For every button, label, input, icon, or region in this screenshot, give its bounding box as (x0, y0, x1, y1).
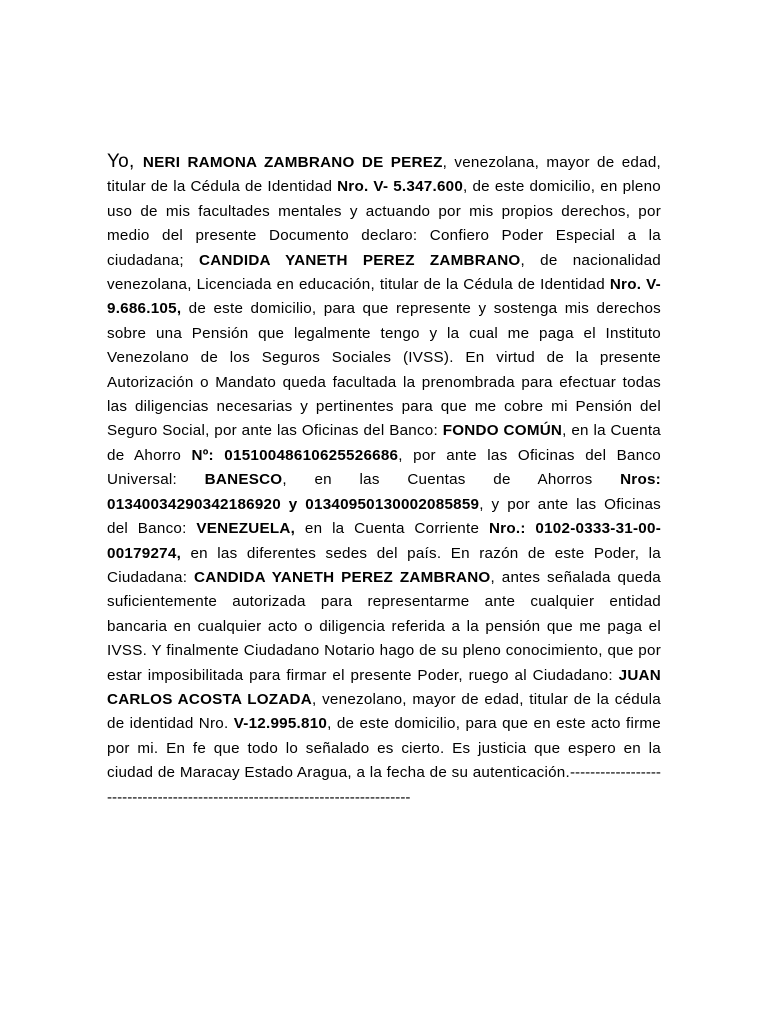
bold-text-segment: V-12.995.810 (233, 715, 328, 733)
bold-text-segment: Nro. V- 5.347.600 (337, 178, 464, 196)
bold-text-segment: CANDIDA YANETH PEREZ ZAMBRANO (194, 568, 491, 586)
bold-text-segment: Nro. V-9.686.105, (107, 276, 661, 318)
bold-text-segment: Nº: 01510048610625526686 (191, 446, 399, 464)
text-segment: , y por ante las Oficinas del Banco: (107, 495, 662, 538)
text-segment: , en las Cuentas de Ahorros (282, 471, 621, 489)
text-segment: de este domicilio, para que represente y sostenga mis derechos sobre una Pensión que legalmente tengo y la cual me paga el Instituto Venezolano de los Seguros Sociales (IVSS). En virtud de la presente Autorización o Mandato queda facultada la prenombrada para efectuar todas las diligencias necesarias y pertinentes para que me cobre mi Pensión del Seguro Social, por ante las Oficinas del Banco: (107, 300, 661, 440)
bold-text-segment: Nros: 01340034290342186920 y 01340950130002085859 (107, 471, 661, 513)
bold-text-segment: VENEZUELA, (196, 520, 296, 538)
text-segment: Yo, (107, 151, 143, 172)
text-segment: , venezolano, mayor de edad, titular de la cédula de identidad Nro. (107, 690, 661, 733)
text-segment: , antes señalada queda suficientemente autorizada para representarme ante cualquier entidad bancaria en cualquier acto o diligencia referida a la pensión que me paga el IVSS. Y finalmente Ciudadano Notario hago de su pleno conocimiento, que por estar imposibilitada para firmar el presente Poder, ruego al Ciudadano: (107, 568, 661, 684)
text-segment: , en la Cuenta de Ahorro (107, 422, 661, 464)
bold-text-segment: NERI RAMONA ZAMBRANO DE PEREZ (142, 154, 443, 171)
text-segment: , de nacionalidad venezolana, Licenciada en educación, titular de la Cédula de Identidad (107, 251, 661, 294)
bold-text-segment: FONDO COMÚN (442, 422, 563, 440)
dash-filler: ------------------------------------------------------------------------------ (107, 764, 661, 806)
text-segment: en las diferentes sedes del país. En razón de este Poder, la Ciudadana: (107, 544, 661, 586)
text-segment: , de este domicilio, para que en este acto firme por mi. En fe que todo lo señalado es cierto. Es justicia que espero en la ciudad de Maracay Estado Aragua, a la fecha de su autenticación. (107, 715, 661, 782)
text-segment: , de este domicilio, en pleno uso de mis facultades mentales y actuando por mis propios derechos, por medio del presente Documento declaro: Confiero Poder Especial a la ciudadana; (107, 178, 661, 269)
power-of-attorney-text (107, 150, 661, 810)
bold-text-segment: BANESCO (204, 471, 283, 489)
bold-text-segment: JUAN CARLOS ACOSTA LOZADA (107, 666, 661, 708)
text-segment: , por ante las Oficinas del Banco Universal: (107, 446, 661, 489)
bold-text-segment: Nro.: 0102-0333-31-00-00179274, (107, 520, 661, 562)
bold-text-segment: CANDIDA YANETH PEREZ ZAMBRANO (199, 251, 521, 269)
text-segment: en la Cuenta Corriente (295, 520, 489, 538)
text-segment: , venezolana, mayor de edad, titular de la Cédula de Identidad (107, 154, 661, 196)
